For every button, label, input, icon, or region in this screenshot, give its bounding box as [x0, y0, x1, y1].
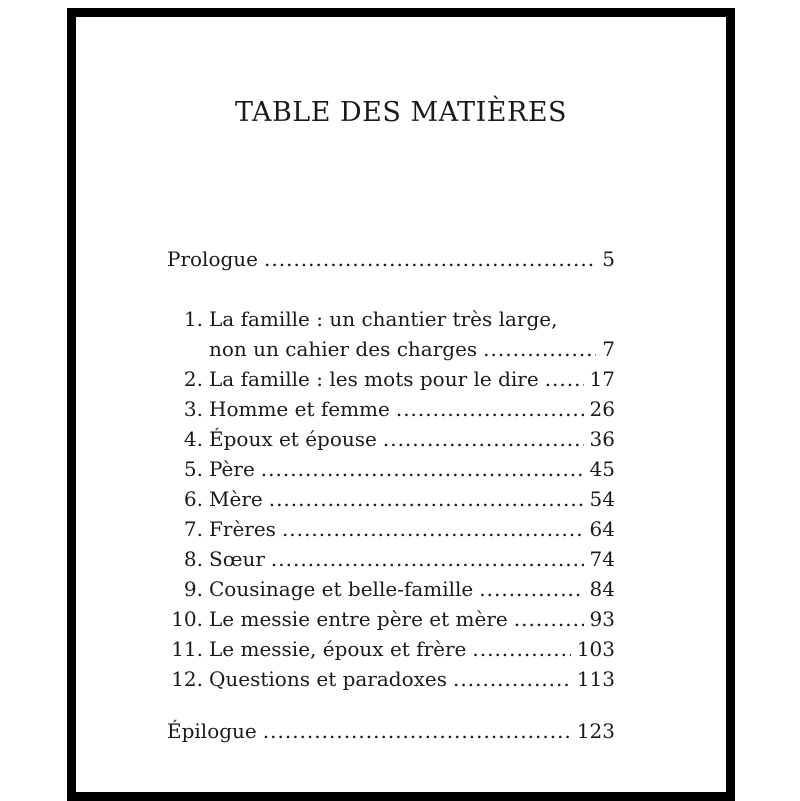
leader-dots	[545, 365, 584, 393]
entry-number: 12.	[171, 667, 203, 691]
entry-page: 5	[602, 247, 615, 271]
entry-number: 5.	[183, 457, 203, 481]
toc-entry-chapter-10[interactable]	[167, 605, 615, 633]
entry-label-continued: non un cahier des charges	[209, 337, 478, 361]
entry-label: Époux et épouse	[209, 427, 377, 451]
entry-page: 93	[589, 607, 615, 631]
entry-page: 36	[589, 427, 615, 451]
entry-page: 17	[589, 367, 615, 391]
toc-entry-prologue[interactable]	[167, 245, 615, 273]
page-title: TABLE DES MATIÈRES	[234, 97, 568, 128]
leader-dots	[282, 515, 584, 543]
entry-page: 103	[576, 637, 615, 661]
entry-number: 8.	[183, 547, 203, 571]
entry-page: 26	[589, 397, 615, 421]
leader-dots	[261, 455, 584, 483]
toc-entry-chapter-4[interactable]	[167, 425, 615, 453]
toc-entry-chapter-7[interactable]	[167, 515, 615, 543]
entry-number: 10.	[171, 607, 203, 631]
toc-entry-chapter-6[interactable]	[167, 485, 615, 513]
entry-label: Sœur	[209, 547, 265, 571]
toc-entry-chapter-2[interactable]	[167, 365, 615, 393]
leader-dots	[383, 425, 584, 453]
toc-entry-chapter-12[interactable]	[167, 665, 615, 693]
toc-entry-chapter-9[interactable]	[167, 575, 615, 603]
entry-label: Le messie entre père et mère	[209, 607, 508, 631]
entry-label: Prologue	[167, 247, 259, 271]
entry-label: Épilogue	[167, 719, 257, 743]
entry-label: Cousinage et belle-famille	[209, 577, 474, 601]
entry-page: 123	[576, 719, 615, 743]
leader-dots	[472, 635, 570, 663]
leader-dots	[271, 545, 584, 573]
entry-label: Père	[209, 457, 255, 481]
entry-page: 74	[589, 547, 615, 571]
entry-page: 45	[589, 457, 615, 481]
entry-number: 1.	[183, 307, 203, 331]
entry-label: La famille : un chantier très large,	[209, 307, 558, 331]
entry-label: Le messie, époux et frère	[209, 637, 467, 661]
entry-page: 113	[576, 667, 615, 691]
entry-page: 54	[589, 487, 615, 511]
toc-entry-epilogue[interactable]	[167, 717, 615, 745]
entry-page: 84	[589, 577, 615, 601]
entry-page: 7	[602, 337, 615, 361]
entry-page: 64	[589, 517, 615, 541]
entry-number: 2.	[183, 367, 203, 391]
entry-number: 3.	[183, 397, 203, 421]
entry-number: 9.	[183, 577, 203, 601]
entry-label: Questions et paradoxes	[209, 667, 448, 691]
toc-entry-chapter-3[interactable]	[167, 395, 615, 423]
leader-dots	[396, 395, 584, 423]
leader-dots	[263, 717, 571, 745]
toc-entry-chapter-11[interactable]	[167, 635, 615, 663]
entry-number: 4.	[183, 427, 203, 451]
leader-dots	[453, 665, 571, 693]
entry-label: Mère	[209, 487, 263, 511]
toc-entry-chapter-1[interactable]	[167, 305, 615, 333]
entry-label: Homme et femme	[209, 397, 390, 421]
leader-dots	[264, 245, 596, 273]
toc-entry-chapter-8[interactable]	[167, 545, 615, 573]
entry-label: La famille : les mots pour le dire	[209, 367, 539, 391]
entry-number: 11.	[171, 637, 203, 661]
leader-dots	[514, 605, 584, 633]
page-frame	[67, 8, 735, 801]
leader-dots	[479, 575, 583, 603]
leader-dots	[269, 485, 584, 513]
leader-dots	[483, 335, 596, 363]
entry-number: 6.	[183, 487, 203, 511]
toc-entry-chapter-1-continued[interactable]	[167, 335, 615, 363]
entry-label: Frères	[209, 517, 276, 541]
toc-entry-chapter-5[interactable]	[167, 455, 615, 483]
entry-number: 7.	[183, 517, 203, 541]
